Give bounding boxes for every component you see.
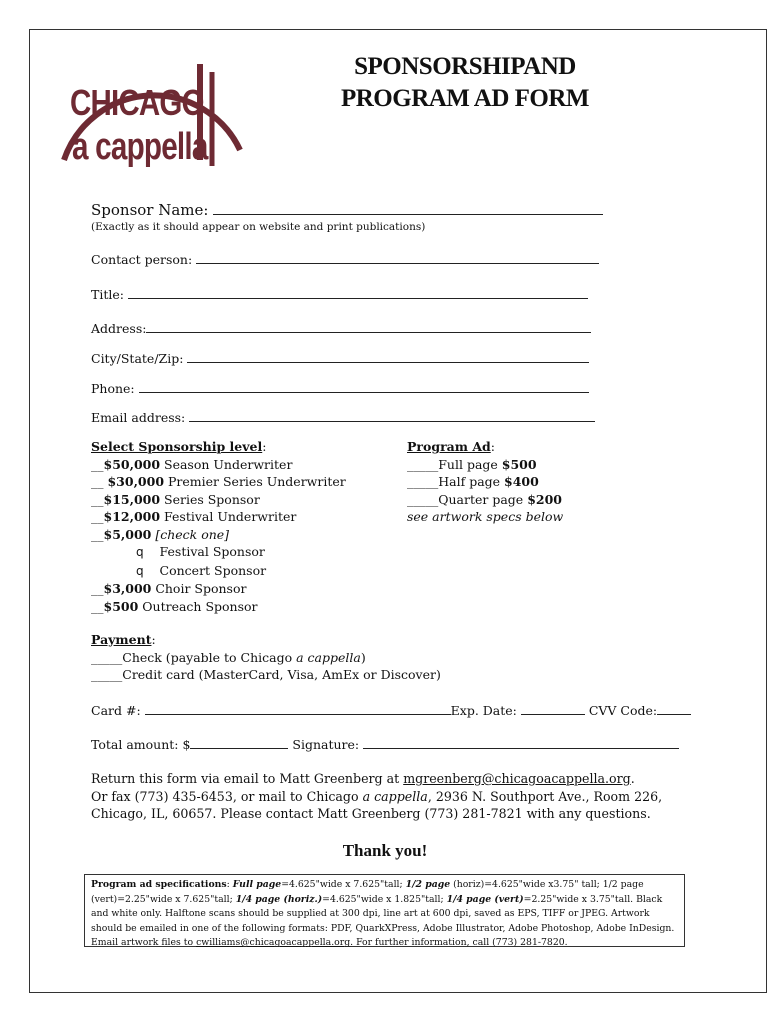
program-ad-specs-box: Program ad specifications: Full page=4.625"wide x 7.625"tall; 1/2 page (horiz)=4.625"wide x3.75" tall; 1/2 page (vert)=2.25"wide x 7.625"tall; 1/4 page (horiz.)=4.625"wide x 1.825"tall; 1/4 page (vert)=2.25"wide x 3.75"tall. Black and white only. Halftone scans should be supplied at 300 dpi, line art at 600 dpi, saved as EPS, TIFF or JPEG. Artwork should be emailed in one of the following formats: PDF, QuarkXPress, Adobe Illustrator, Adobe Photoshop, Adobe InDesign. Email artwork files to cwilliams@chicagoacappella.org. For further information, call (773) 281-7820. [84,874,685,947]
address-label: Address: [91,321,147,336]
title-label: Title: [91,287,124,302]
city-state-zip-label: City/State/Zip: [91,351,184,366]
logo-line1: CHICAGO [70,82,204,123]
phone-field[interactable] [91,380,589,396]
return-line1: Return this form via email to Matt Greenberg at mgreenberg@chicagoacappella.org. [91,771,635,786]
total-amount-label: Total amount: $ [91,737,191,752]
program-ad-note: see artwork specs below [407,509,564,524]
return-instructions [91,770,662,823]
total-signature-row [91,736,679,752]
card-number-label: Card #: [91,703,141,718]
form-title-line1: SPONSORSHIPAND [354,53,576,80]
phone-label: Phone: [91,381,135,396]
checkbox-icon[interactable]: q [136,563,144,578]
sponsorship-level-50000[interactable]: __$50,000 Season Underwriter [91,456,293,472]
form-title-line2: PROGRAM AD FORM [340,85,590,112]
city-state-zip-line[interactable] [187,350,589,363]
title-line[interactable] [128,286,588,299]
contact-person-field[interactable] [91,251,599,267]
sponsorship-section [91,438,346,615]
sponsor-name-note: (Exactly as it should appear on website and print publications) [91,221,426,233]
sponsor-name-label: Sponsor Name: [91,201,209,219]
program-ad-section [407,438,563,526]
thank-you-heading: Thank you! [342,841,428,860]
payment-section [91,631,441,684]
email-label: Email address: [91,410,186,425]
cvv-code-label: CVV Code: [588,703,658,718]
email-line[interactable] [189,409,595,422]
program-ad-heading: Program Ad: [407,439,495,454]
payment-heading: Payment: [91,632,156,647]
city-state-zip-field[interactable] [91,350,589,366]
exp-date-label: Exp. Date: [450,703,517,718]
contact-person-label: Contact person: [91,252,193,267]
program-ad-quarter-page[interactable]: _____Quarter page $200 [407,491,562,507]
return-line3: Chicago, IL, 60657. Please contact Matt Greenberg (773) 281-7821 with any questions. [91,806,651,821]
payment-credit-card-option[interactable]: _____Credit card (MasterCard, Visa, AmEx or Discover) [91,667,441,682]
signature-line[interactable] [363,736,679,749]
sponsorship-heading: Select Sponsorship level: [91,439,267,454]
contact-person-line[interactable] [196,251,599,264]
sponsorship-level-15000[interactable]: __$15,000 Series Sponsor [91,491,260,507]
phone-line[interactable] [139,380,589,393]
exp-date-line[interactable] [521,702,585,715]
sponsor-name-line[interactable] [213,202,603,215]
email-field[interactable] [91,409,595,425]
form-title [320,51,610,115]
signature-label: Signature: [292,737,360,752]
address-field[interactable] [91,320,591,336]
card-details-row [91,702,691,718]
card-number-line[interactable] [145,702,451,715]
sub-option-concert[interactable]: q Concert Sponsor [136,562,267,578]
cvv-code-line[interactable] [657,702,691,715]
payment-check-option[interactable]: _____Check (payable to Chicago a cappella) [91,649,366,665]
artwork-email-link[interactable]: cwilliams@chicagoacappella.org [196,937,351,948]
program-ad-full-page[interactable]: _____Full page $500 [407,456,537,472]
sub-option-festival[interactable]: q Festival Sponsor [136,544,265,559]
sponsorship-level-30000[interactable]: __ $30,000 Premier Series Underwriter [91,474,346,489]
chicago-a-cappella-logo [52,38,252,188]
return-email-link[interactable]: mgreenberg@chicagoacappella.org [403,771,631,786]
sponsor-name-field[interactable] [91,201,603,219]
logo-line2: a cappella [72,126,208,168]
return-line2: Or fax (773) 435-6453, or mail to Chicago a cappella, 2936 N. Southport Ave., Room 226, [91,788,663,804]
sponsorship-level-12000[interactable]: __$12,000 Festival Underwriter [91,509,297,524]
checkbox-icon[interactable]: q [136,545,144,559]
total-amount-line[interactable] [190,736,288,749]
sponsorship-level-3000[interactable]: __$3,000 Choir Sponsor [91,581,247,596]
sponsorship-level-5000[interactable]: __$5,000 [check one] [91,526,230,542]
program-ad-half-page[interactable]: _____Half page $400 [407,474,539,489]
title-field[interactable] [91,286,588,302]
address-line[interactable] [146,320,591,333]
sponsorship-level-500[interactable]: __$500 Outreach Sponsor [91,598,258,614]
